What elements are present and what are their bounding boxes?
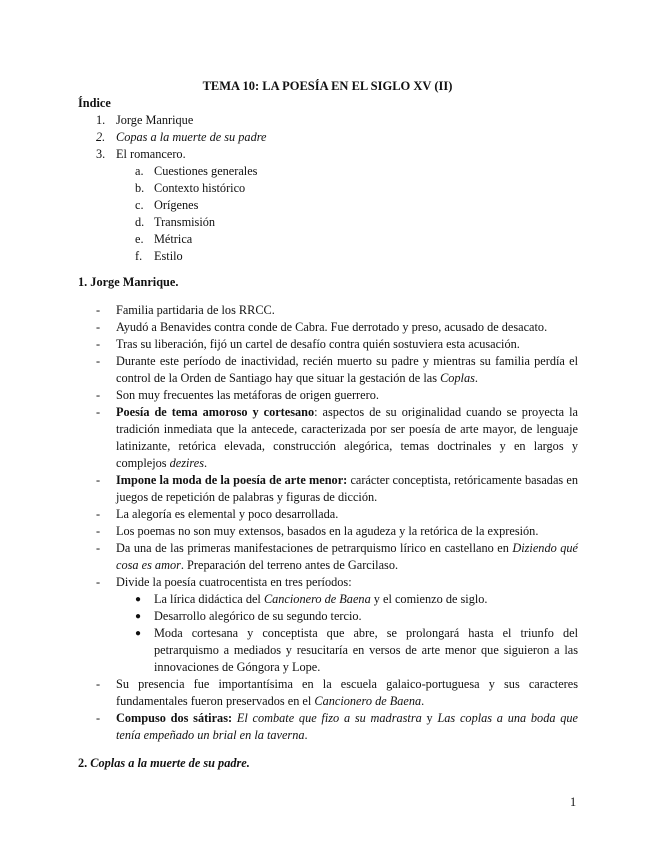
list-item xyxy=(78,710,578,744)
toc-subtext: Contexto histórico xyxy=(154,181,246,195)
list-item xyxy=(78,472,578,506)
dash-marker: - xyxy=(96,711,101,725)
dash-marker: - xyxy=(96,677,101,691)
item-text-italic: Coplas xyxy=(440,371,475,385)
toc-text: El romancero. xyxy=(116,147,186,161)
item-text: Son muy frecuentes las metáforas de origen guerrero. xyxy=(116,388,379,402)
item-text: Durante este período de inactividad, recién muerto su padre y mientras su familia perdía el control de la Orden de Santiago hay que situar la gestación de las xyxy=(116,354,578,385)
section-1-list xyxy=(78,302,578,744)
toc-subtext: Métrica xyxy=(154,232,193,246)
list-item xyxy=(78,506,578,523)
dash-marker: - xyxy=(96,388,101,402)
toc-subtext: Estilo xyxy=(154,249,183,263)
toc-subnumber: d. xyxy=(135,215,145,229)
document-title: TEMA 10: LA POESÍA EN EL SIGLO XV (II) xyxy=(202,79,453,93)
list-item xyxy=(78,353,578,387)
item-text: Da una de las primeras manifestaciones de petrarquismo lírico en castellano en xyxy=(116,541,513,555)
toc-number: 2. xyxy=(96,130,106,144)
item-text: Los poemas no son muy extensos, basados en la agudeza y la retórica de la expresión. xyxy=(116,524,539,538)
item-text-italic: Las coplas a una boda que tenía empeñado un brial en la taverna xyxy=(116,711,578,742)
toc-subnumber: e. xyxy=(135,232,144,246)
item-text-italic: El combate que fizo a su madrastra xyxy=(236,711,422,725)
item-text: Desarrollo alegórico de su segundo tercio. xyxy=(154,609,362,623)
list-item xyxy=(78,574,578,591)
toc-number: 1. xyxy=(96,113,106,127)
list-item xyxy=(78,523,578,540)
section-2-heading xyxy=(78,755,250,772)
toc-subitem xyxy=(78,180,578,197)
section-2-title: Coplas a la muerte de su padre. xyxy=(90,756,250,770)
section-2-number: 2. xyxy=(78,756,91,770)
dash-marker: - xyxy=(96,405,101,419)
toc-number: 3. xyxy=(96,147,106,161)
dash-marker: - xyxy=(96,507,101,521)
item-text-italic: Diziendo qué cosa es amor xyxy=(116,541,578,572)
toc-subitem xyxy=(78,231,578,248)
item-text: . xyxy=(421,694,425,708)
list-item xyxy=(78,319,578,336)
toc-item xyxy=(78,112,578,129)
toc-text: Jorge Manrique xyxy=(116,113,194,127)
toc-text: Copas a la muerte de su padre xyxy=(116,130,267,144)
toc-subitem xyxy=(78,214,578,231)
item-text: La alegoría es elemental y poco desarrollada. xyxy=(116,507,339,521)
dash-marker: - xyxy=(96,473,101,487)
toc-subitem xyxy=(78,197,578,214)
table-of-contents xyxy=(78,112,578,265)
item-text: Ayudó a Benavides contra conde de Cabra. Fue derrotado y preso, acusado de desacato. xyxy=(116,320,548,334)
dash-marker: - xyxy=(96,337,101,351)
toc-subnumber: c. xyxy=(135,198,144,212)
item-text: y xyxy=(421,711,438,725)
item-text: Familia partidaria de los RRCC. xyxy=(116,303,275,317)
toc-subitem xyxy=(78,248,578,265)
item-text: Su presencia fue importantísima en la escuela galaico-portuguesa y sus caracteres fundamentales fueron preservados en el xyxy=(116,677,578,708)
item-text-bold: Impone la moda de la poesía de arte menor: xyxy=(116,473,348,487)
toc-item xyxy=(78,146,578,163)
item-text: : aspectos de su originalidad cuando se proyecta la tradición inmediata que la antecede, caracterizada por ser poesía de arte mayor, de lenguaje latinizante, retórica elevada, construcción alegórica, temas doctrinales y en largos y complejos xyxy=(116,405,578,470)
list-item xyxy=(78,676,578,710)
item-text: Divide la poesía cuatrocentista en tres períodos: xyxy=(116,575,352,589)
bullet-item xyxy=(78,608,578,625)
list-item xyxy=(78,336,578,353)
item-text: y el comienzo de siglo. xyxy=(370,592,488,606)
item-text: . xyxy=(304,728,308,742)
toc-subtext: Transmisión xyxy=(154,215,216,229)
bullet-item xyxy=(78,591,578,608)
dash-marker: - xyxy=(96,541,101,555)
page-number: 1 xyxy=(570,795,577,809)
item-text: . xyxy=(474,371,478,385)
toc-subnumber: f. xyxy=(135,249,143,263)
dash-marker: - xyxy=(96,320,101,334)
item-text: . Preparación del terreno antes de Garcilaso. xyxy=(180,558,399,572)
item-text-italic: dezires xyxy=(169,456,205,470)
toc-item xyxy=(78,129,578,146)
dash-marker: - xyxy=(96,524,101,538)
toc-subitem xyxy=(78,163,578,180)
list-item xyxy=(78,387,578,404)
list-item xyxy=(78,404,578,472)
toc-subnumber: a. xyxy=(135,164,144,178)
dash-marker: - xyxy=(96,354,101,368)
bullet-item xyxy=(78,625,578,676)
dash-marker: - xyxy=(96,575,101,589)
item-text-bold: Poesía de tema amoroso y cortesano xyxy=(116,405,315,419)
toc-subnumber: b. xyxy=(135,181,145,195)
bullet-marker: ● xyxy=(135,611,142,622)
item-text-italic: Cancionero de Baena xyxy=(314,694,422,708)
item-text: Tras su liberación, fijó un cartel de desafío contra quién sostuviera esta acusación. xyxy=(116,337,520,351)
bullet-marker: ● xyxy=(135,628,142,639)
item-text-italic: Cancionero de Baena xyxy=(263,592,371,606)
list-item xyxy=(78,540,578,574)
toc-subtext: Cuestiones generales xyxy=(154,164,258,178)
list-item xyxy=(78,302,578,319)
bullet-marker: ● xyxy=(135,594,142,605)
item-text: La lírica didáctica del xyxy=(154,592,264,606)
item-text: carácter conceptista, retóricamente basadas en juegos de repetición de palabras y figuras de dicción. xyxy=(116,473,578,504)
section-1-heading: 1. Jorge Manrique. xyxy=(78,275,179,289)
item-text-bold: Compuso dos sátiras: xyxy=(116,711,233,725)
index-heading: Índice xyxy=(78,96,111,110)
item-text: Moda cortesana y conceptista que abre, se prolongará hasta el triunfo del petrarquismo a mediados y resucitaría en versos de arte menor que siguieron a las innovaciones de Góngora y Lope. xyxy=(154,626,578,674)
item-text: . xyxy=(204,456,208,470)
dash-marker: - xyxy=(96,303,101,317)
toc-subtext: Orígenes xyxy=(154,198,199,212)
